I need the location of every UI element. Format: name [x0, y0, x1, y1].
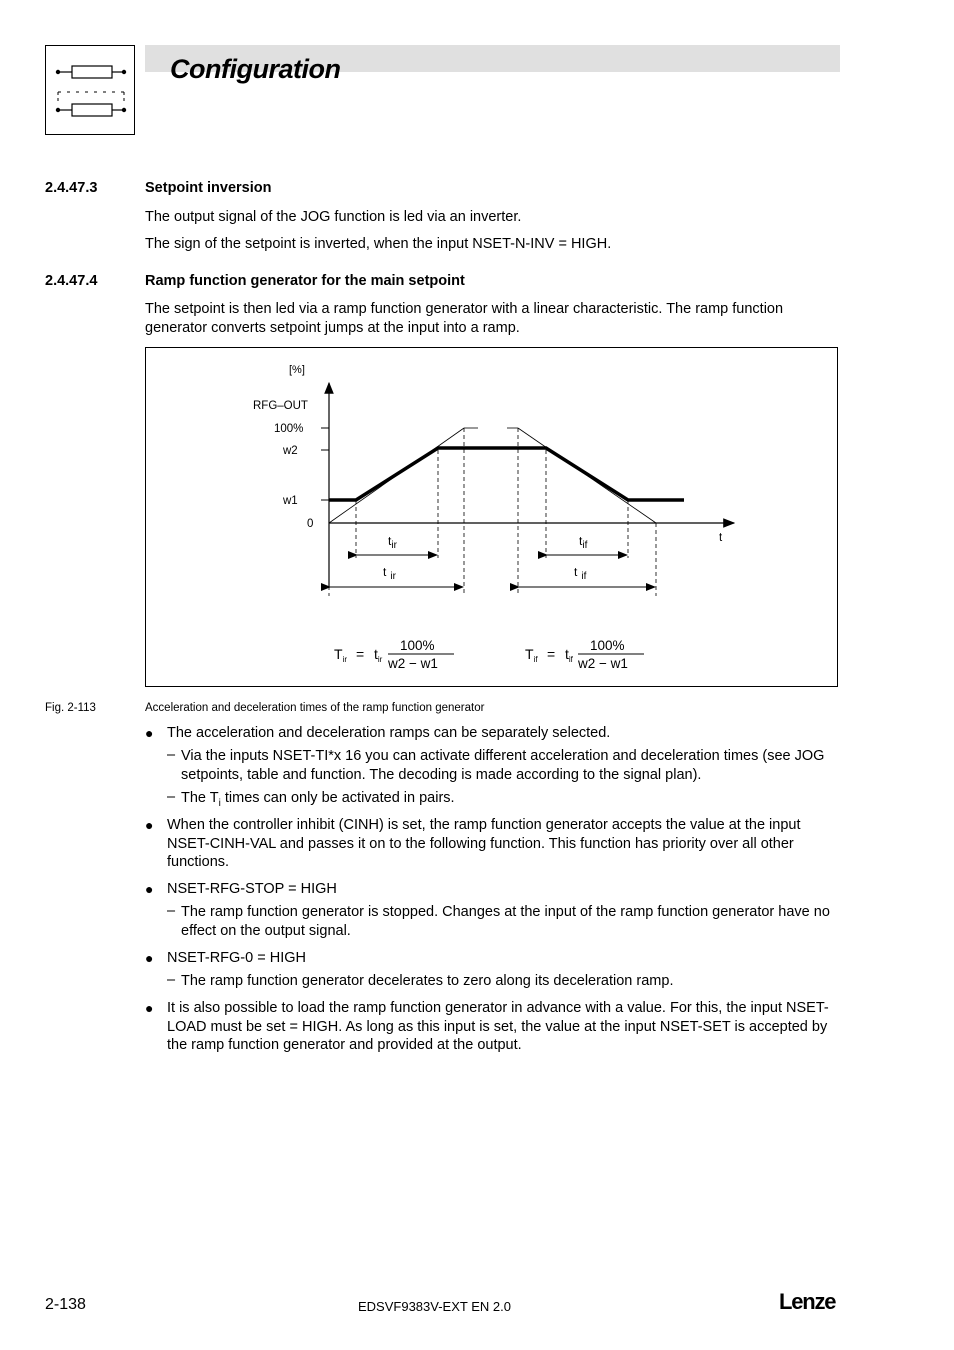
dash-marker: –	[167, 747, 176, 763]
tick-zero: 0	[307, 518, 314, 530]
page-number: 2-138	[45, 1296, 86, 1313]
svg-text:=: =	[547, 646, 556, 662]
bullet-marker: ●	[145, 725, 154, 741]
svg-text:w2 − w1: w2 − w1	[578, 656, 628, 671]
svg-text:w2 − w1: w2 − w1	[388, 656, 438, 671]
unit-label: [%]	[289, 364, 305, 376]
page-title: Configuration	[170, 54, 341, 84]
sub-item: The $T_i$ times can only be activated in pairs.	[181, 790, 455, 809]
tick-w1: w1	[283, 495, 298, 507]
section-number: 2.4.47.3	[45, 180, 98, 196]
x-axis-label: t	[719, 532, 723, 544]
dash-marker: –	[167, 903, 176, 919]
ramp-diagram	[146, 348, 837, 686]
paragraph: The sign of the setpoint is inverted, when the input NSET-N-INV = HIGH.	[145, 236, 612, 252]
tick-w2: w2	[283, 445, 298, 457]
section-title: Ramp function generator for the main setpoint	[145, 273, 465, 289]
sub-item: The ramp function generator is stopped. Changes at the input of the ramp function generator have no effect on the output signal.	[181, 904, 830, 939]
circuit-icon	[46, 46, 134, 134]
list-item: NSET-RFG-STOP = HIGH	[167, 881, 337, 897]
document-id: EDSVF9383V-EXT EN 2.0	[358, 1299, 511, 1314]
dash-marker: –	[167, 789, 176, 805]
svg-text:tir: $t_{ir}$	[374, 646, 383, 664]
list-item: It is also possible to load the ramp function generator in advance with a value. For this, the input NSET-LOAD must be set = HIGH. As long as this input is set, the value at the input NSET-SET is accepted by the ramp function generator and provided at the output.	[167, 1000, 829, 1053]
bullet-marker: ●	[145, 817, 154, 833]
list-item: The acceleration and deceleration ramps can be separately selected.	[167, 725, 611, 741]
brand-logo: Lenze	[779, 1289, 836, 1314]
paragraph: The output signal of the JOG function is led via an inverter.	[145, 209, 522, 225]
svg-text:tif: $t_{if}$	[565, 646, 573, 664]
bullet-marker: ●	[145, 950, 154, 966]
list-item: When the controller inhibit (CINH) is set, the ramp function generator accepts the value at the input NSET-CINH-VAL and passes it on to the following function. This function has priority over all other functions.	[167, 817, 801, 870]
section-title: Setpoint inversion	[145, 180, 272, 196]
tif-short-label: $t_{if}$	[579, 534, 588, 551]
svg-text:100%: 100%	[400, 638, 435, 653]
formula-tif	[525, 638, 644, 671]
rfg-output-curve	[329, 448, 684, 500]
list-item: NSET-RFG-0 = HIGH	[167, 950, 306, 966]
tir-long-label: t $_{ir}$	[383, 565, 396, 582]
figure-number: Fig. 2-113	[45, 702, 96, 714]
tif-long-label: t $_{if}$	[574, 565, 587, 582]
figure-caption: Acceleration and deceleration times of the ramp function generator	[145, 702, 485, 714]
bullet-marker: ●	[145, 881, 154, 897]
sub-item: The ramp function generator decelerates to zero along its deceleration ramp.	[181, 973, 674, 989]
svg-text:Tir: $T_{ir}$	[334, 646, 348, 664]
formula-tir	[334, 638, 454, 671]
figure-frame	[145, 347, 838, 687]
paragraph: The setpoint is then led via a ramp function generator with a linear characteristic. The ramp function generator converts setpoint jumps at the input into a ramp.	[145, 301, 784, 336]
bullet-marker: ●	[145, 1000, 154, 1016]
section-number: 2.4.47.4	[45, 273, 98, 289]
tick-100: 100%	[274, 423, 304, 435]
svg-text:100%: 100%	[590, 638, 625, 653]
y-axis-label: RFG–OUT	[253, 400, 308, 412]
dash-marker: –	[167, 972, 176, 988]
chapter-icon	[45, 45, 135, 135]
svg-text:=: =	[356, 646, 365, 662]
svg-text:Tif: $T_{if}$	[525, 646, 538, 664]
tir-short-label: $t_{ir}$	[388, 534, 397, 551]
sub-item: Via the inputs NSET-TI*x 16 you can activate different acceleration and deceleration times (see JOG setpoints, table and function. The decoding is made according to the signal plan).	[181, 748, 825, 783]
